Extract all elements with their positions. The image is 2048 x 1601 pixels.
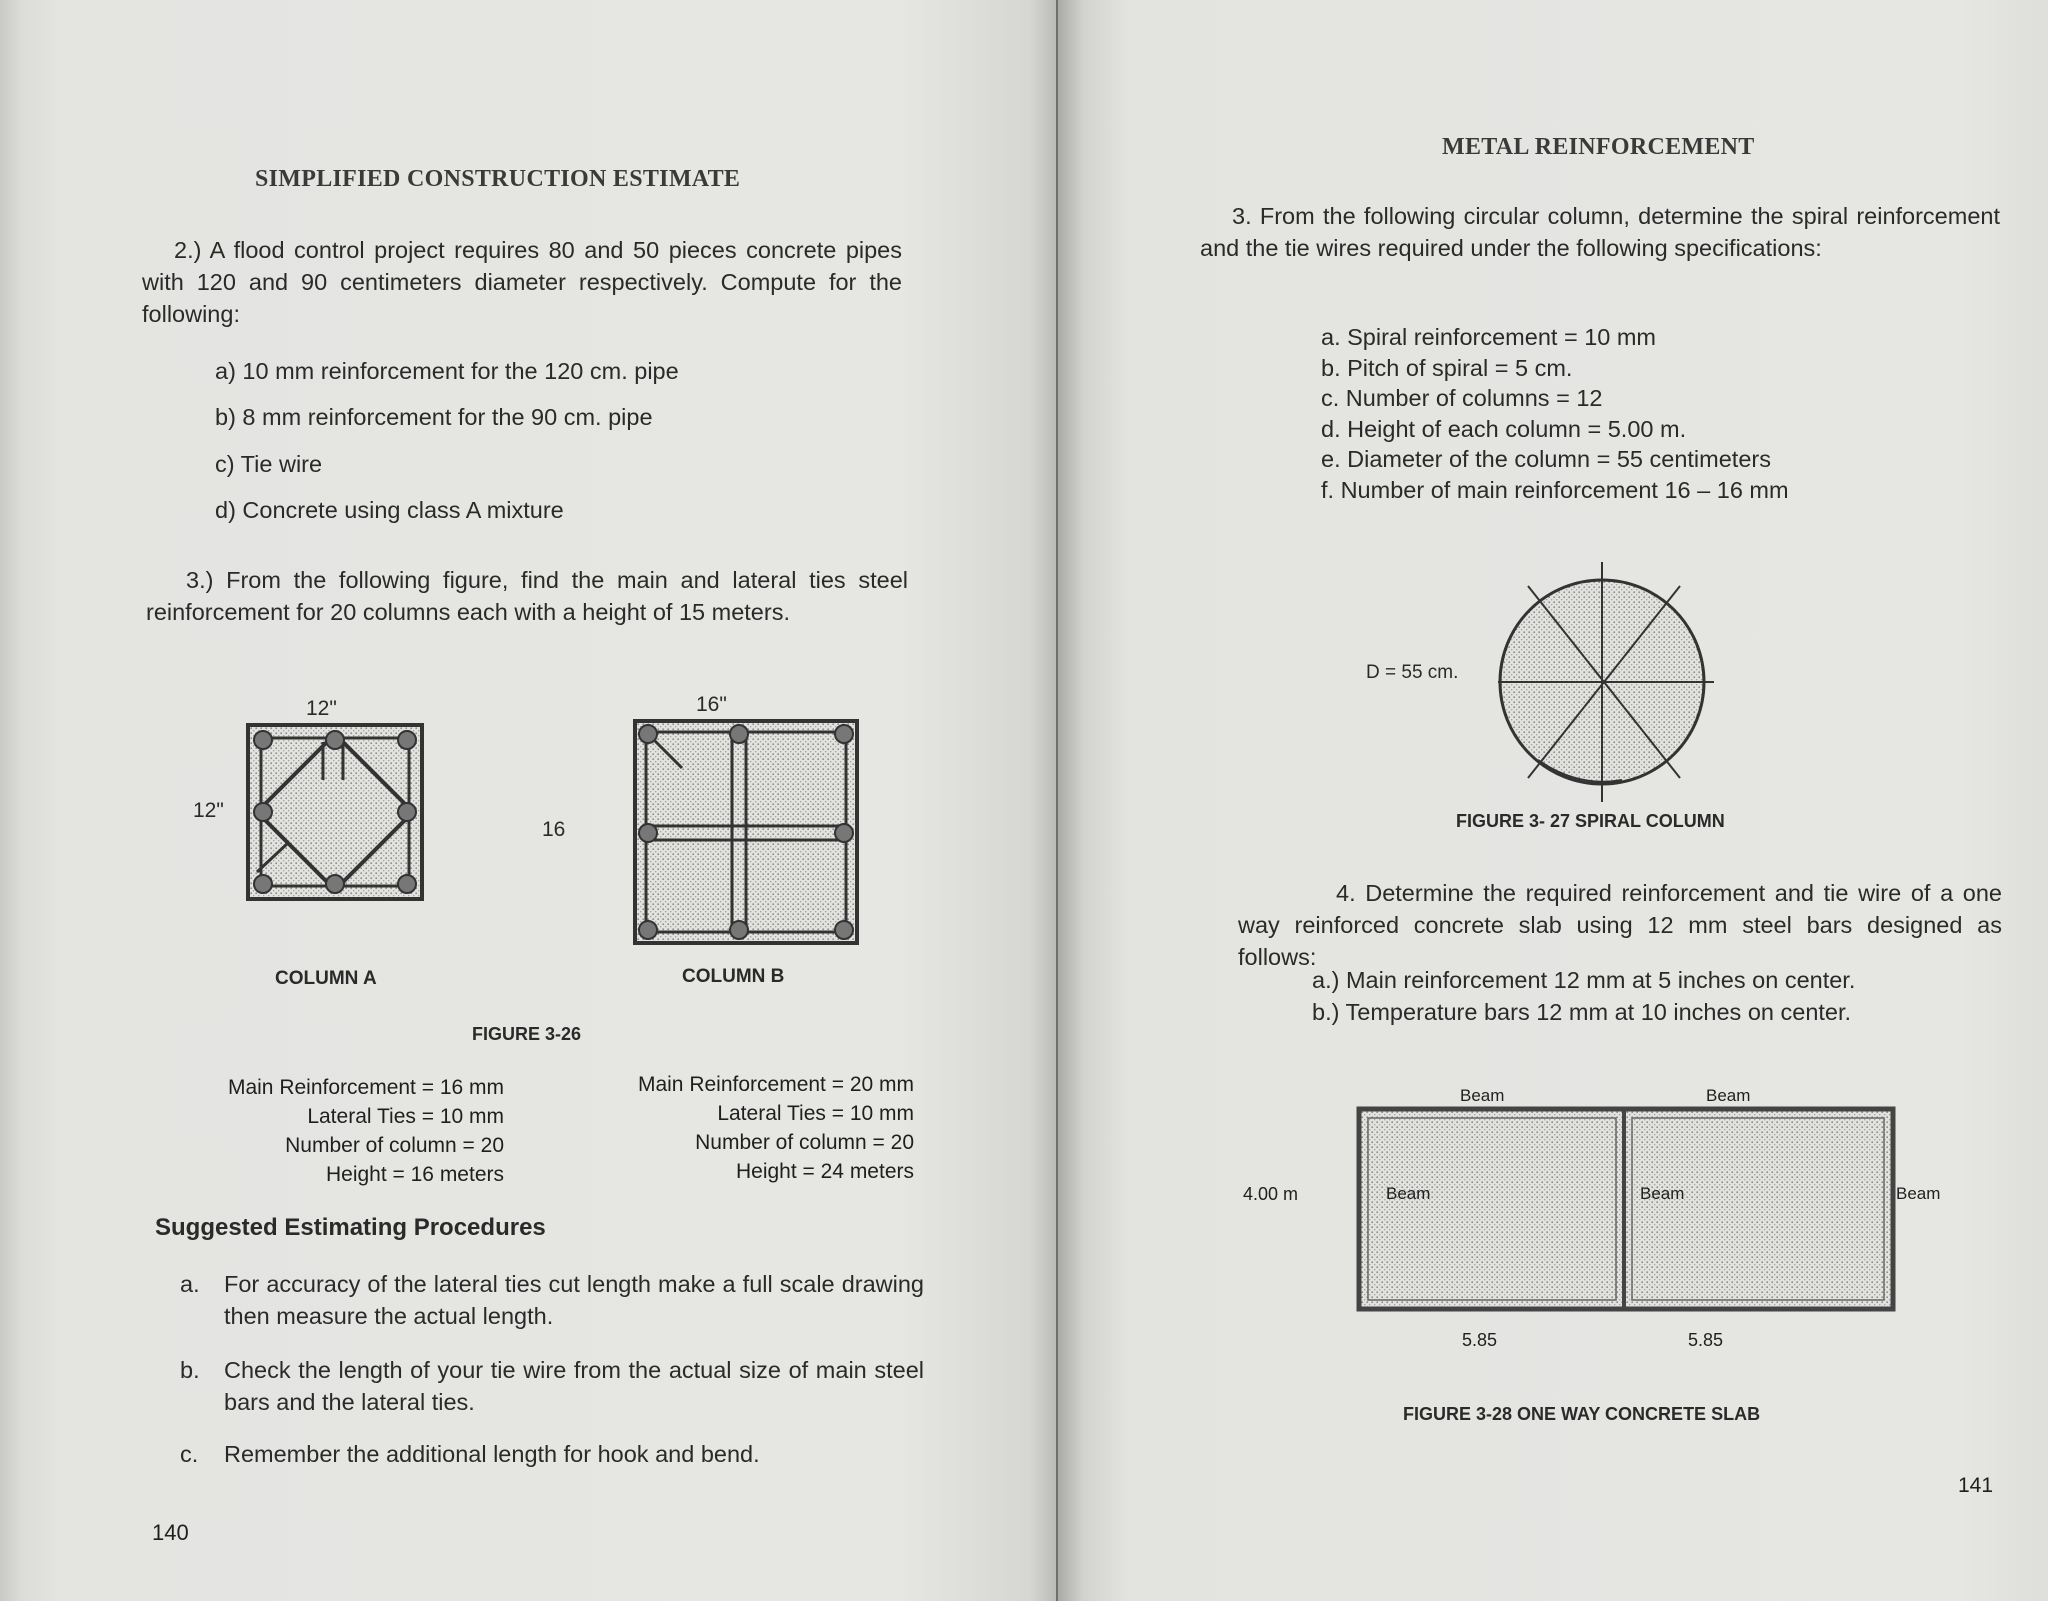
problem-3-intro: 3.) From the following figure, find the main and lateral ties steel reinforcement for 20 columns each with a height of 15 meters. [146, 567, 908, 625]
column-b-label: COLUMN B [682, 966, 785, 987]
slab-beam-label-top-2: Beam [1706, 1086, 1751, 1105]
left-page-number: 140 [152, 1520, 189, 1545]
problem-2-item-d: d) Concrete using class A mixture [215, 497, 564, 523]
column-b-spec-number: Number of column = 20 [695, 1131, 914, 1154]
column-b-section-drawing [632, 718, 860, 946]
slab-item-a: a.) Main reinforcement 12 mm at 5 inches on center. [1312, 967, 1856, 993]
slab-beam-label-middle: Beam [1640, 1184, 1685, 1203]
problem-2-item-a: a) 10 mm reinforcement for the 120 cm. pipe [215, 358, 679, 384]
column-b-spec-main: Main Reinforcement = 20 mm [637, 1073, 914, 1096]
spiral-spec-f: f. Number of main reinforcement 16 – 16 mm [1321, 476, 1789, 503]
slab-beam-label-top-1: Beam [1460, 1086, 1505, 1105]
right-page-number: 141 [1958, 1474, 1994, 1497]
column-b-side-dimension: 16 [542, 818, 566, 841]
spiral-problem-intro: 3. From the following circular column, determine the spiral reinforcement and the tie wires required under the following specifications: [1200, 203, 2000, 261]
slab-span-label-2: 5.85 [1688, 1330, 1724, 1350]
procedure-item-a [180, 1268, 940, 1338]
procedure-item-a-label: a. [180, 1271, 200, 1297]
right-page [1058, 0, 2048, 1601]
spiral-spec-c: c. Number of columns = 12 [1321, 385, 1603, 411]
spiral-spec-d: d. Height of each column = 5.00 m. [1321, 415, 1687, 442]
procedures-heading: Suggested Estimating Procedures [155, 1214, 546, 1241]
procedure-item-c-label: c. [180, 1441, 199, 1467]
spiral-diameter-label: D = 55 cm. [1366, 662, 1459, 683]
figure-3-26-caption: FIGURE 3-26 [472, 1024, 582, 1044]
left-running-head: SIMPLIFIED CONSTRUCTION ESTIMATE [255, 166, 741, 192]
spiral-column-drawing [1498, 556, 1768, 808]
procedure-item-c [180, 1438, 940, 1478]
column-b-spec-height: Height = 24 meters [735, 1160, 914, 1183]
slab-beam-label-left: Beam [1386, 1184, 1431, 1203]
slab-span-label-1: 5.85 [1462, 1330, 1498, 1350]
problem-2-intro: 2.) A flood control project requires 80 and 50 pieces concrete pipes with 120 and 90 centimeters diameter respectively. Compute for the following: [142, 237, 902, 327]
column-a-spec-height: Height = 16 meters [325, 1163, 504, 1186]
column-a-section-drawing [245, 722, 425, 902]
spiral-spec-b: b. Pitch of spiral = 5 cm. [1321, 354, 1573, 381]
spiral-specs-list [1321, 322, 1789, 505]
figure-3-28-caption: FIGURE 3-28 ONE WAY CONCRETE SLAB [1403, 1404, 1761, 1424]
procedure-item-b [180, 1354, 940, 1424]
column-b-spec-ties: Lateral Ties = 10 mm [717, 1102, 914, 1125]
procedure-item-a-text: For accuracy of the lateral ties cut length make a full scale drawing then measure the actual length. [224, 1271, 924, 1329]
figure-3-27-caption: FIGURE 3- 27 SPIRAL COLUMN [1456, 811, 1725, 831]
slab-beam-label-right: Beam [1896, 1184, 1941, 1203]
column-a-label: COLUMN A [275, 968, 377, 989]
column-a-spec-main: Main Reinforcement = 16 mm [227, 1076, 504, 1099]
column-b-specs [560, 1070, 914, 1186]
procedure-item-c-text: Remember the additional length for hook and bend. [224, 1441, 760, 1467]
procedure-item-b-label: b. [180, 1357, 200, 1383]
one-way-slab-drawing [1356, 1106, 1896, 1312]
column-a-specs [150, 1073, 504, 1189]
slab-height-label: 4.00 m [1243, 1184, 1299, 1204]
problem-2-item-c: c) Tie wire [215, 451, 323, 477]
slab-problem-intro: 4. Determine the required reinforcement and tie wire of a one way reinforced concrete slab using 12 mm steel bars designed as follows: [1238, 880, 2002, 970]
procedure-item-b-text: Check the length of your tie wire from the actual size of main steel bars and the lateral ties. [224, 1357, 924, 1415]
column-a-top-dimension: 12" [306, 697, 337, 720]
column-b-top-dimension: 16" [696, 693, 727, 716]
spiral-spec-a: a. Spiral reinforcement = 10 mm [1321, 324, 1657, 350]
slab-item-b: b.) Temperature bars 12 mm at 10 inches on center. [1312, 999, 1852, 1025]
column-a-spec-number: Number of column = 20 [285, 1134, 504, 1157]
column-a-side-dimension: 12" [193, 799, 224, 822]
column-a-spec-ties: Lateral Ties = 10 mm [307, 1105, 504, 1128]
problem-2-item-b: b) 8 mm reinforcement for the 90 cm. pipe [215, 404, 653, 430]
right-running-head: METAL REINFORCEMENT [1442, 134, 1755, 160]
spiral-spec-e: e. Diameter of the column = 55 centimeters [1321, 446, 1771, 472]
